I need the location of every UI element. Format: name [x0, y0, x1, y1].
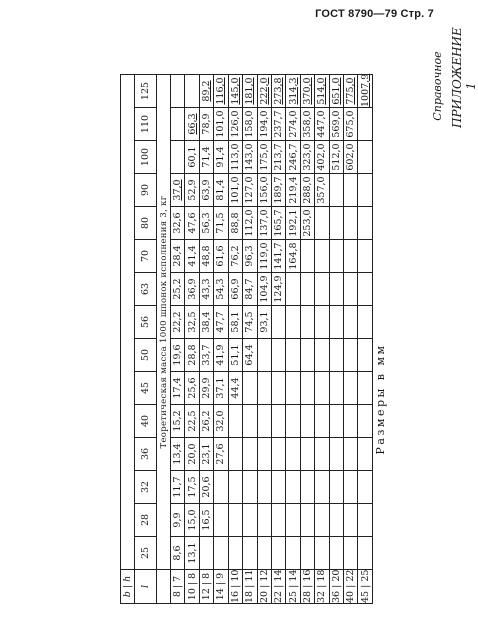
mass-value: 192,1 — [286, 207, 300, 240]
mass-value: 71,4 — [199, 141, 213, 174]
mass-value: 52,9 — [185, 174, 199, 207]
b-value: 10 — [186, 588, 198, 601]
mass-value — [315, 537, 329, 570]
mass-value: 145,0 — [228, 75, 242, 108]
mass-value: 63,9 — [199, 174, 213, 207]
mass-value: 237,7 — [271, 108, 285, 141]
h-value: 18 — [316, 569, 328, 582]
appendix-title: ПРИЛОЖЕНИЕ 1 — [450, 27, 478, 128]
l-value: 110 — [135, 108, 157, 141]
l-value: 125 — [135, 75, 157, 108]
mass-value — [300, 471, 314, 504]
mass-value — [243, 504, 257, 537]
mass-value: 20,0 — [185, 438, 199, 471]
mass-value: 512,0 — [329, 141, 343, 174]
mass-value: 447,0 — [315, 108, 329, 141]
l-value: 40 — [135, 405, 157, 438]
mass-value: 25,2 — [171, 273, 185, 306]
mass-value: 93,1 — [257, 306, 271, 339]
mass-value — [315, 438, 329, 471]
mass-value — [228, 504, 242, 537]
mass-value: 143,0 — [243, 141, 257, 174]
mass-value: 246,7 — [286, 141, 300, 174]
mass-value: 113,0 — [228, 141, 242, 174]
h-value: 8 — [186, 572, 198, 579]
b-h-header — [315, 570, 329, 604]
separator: | — [229, 581, 241, 591]
h-value: 9 — [215, 572, 227, 579]
mass-value — [344, 537, 358, 570]
mass-value — [300, 405, 314, 438]
mass-value: 38,4 — [199, 306, 213, 339]
mass-value: 112,0 — [243, 207, 257, 240]
mass-value — [329, 240, 343, 273]
mass-value: 101,0 — [228, 174, 242, 207]
mass-value — [329, 174, 343, 207]
mass-value — [315, 207, 329, 240]
mass-value: 32,6 — [171, 207, 185, 240]
l-value: 36 — [135, 438, 157, 471]
h-value: 10 — [229, 569, 241, 582]
mass-value — [171, 108, 185, 141]
mass-value: 323,0 — [300, 141, 314, 174]
mass-value: 15,0 — [185, 504, 199, 537]
separator: | — [316, 581, 328, 591]
b-h-header — [300, 570, 314, 604]
mass-value: 22,2 — [171, 306, 185, 339]
mass-value: 23,1 — [199, 438, 213, 471]
mass-value — [243, 372, 257, 405]
mass-value — [257, 471, 271, 504]
mass-note: Теоретическая масса 1000 шпонок исполнения 3, кг — [157, 75, 171, 570]
mass-value: 20,6 — [199, 471, 213, 504]
separator: | — [302, 581, 313, 591]
mass-value — [358, 339, 373, 372]
mass-value — [329, 273, 343, 306]
mass-value: 19,6 — [171, 339, 185, 372]
mass-value — [185, 75, 199, 108]
h-value: 7 — [172, 575, 184, 582]
mass-value — [344, 438, 358, 471]
mass-value: 104,9 — [257, 273, 271, 306]
mass-value — [358, 471, 373, 504]
mass-value: 43,3 — [199, 273, 213, 306]
mass-value — [243, 405, 257, 438]
mass-value: 101,0 — [214, 108, 228, 141]
appendix-subtitle: Справочное — [431, 51, 444, 121]
mass-value — [257, 372, 271, 405]
header-spacer — [121, 75, 135, 570]
mass-value: 9,9 — [171, 504, 185, 537]
note-spacer — [157, 570, 171, 604]
mass-value — [243, 537, 257, 570]
b-h-header — [358, 570, 373, 604]
mass-value: 25,6 — [185, 372, 199, 405]
h-value: 12 — [258, 569, 270, 582]
mass-value — [344, 339, 358, 372]
mass-value: 37,1 — [214, 372, 228, 405]
mass-value — [315, 504, 329, 537]
mass-value: 15,2 — [171, 405, 185, 438]
mass-value: 27,6 — [214, 438, 228, 471]
mass-value — [358, 240, 373, 273]
mass-value — [358, 405, 373, 438]
mass-value — [271, 405, 285, 438]
h-value: 25 — [359, 569, 371, 582]
mass-value: 28,8 — [185, 339, 199, 372]
mass-value: 66,9 — [228, 273, 242, 306]
l-value: 28 — [135, 504, 157, 537]
b-value: 36 — [330, 590, 342, 603]
mass-value — [286, 471, 300, 504]
mass-value: 37,0 — [171, 174, 185, 207]
mass-value — [228, 405, 242, 438]
l-value: 32 — [135, 471, 157, 504]
separator: | — [287, 581, 299, 591]
b-value: 22 — [273, 590, 285, 603]
mass-value: 17,4 — [171, 372, 185, 405]
separator: | — [244, 581, 256, 591]
mass-value — [300, 273, 314, 306]
b-h-header — [257, 570, 271, 604]
b-value: 45 — [359, 590, 371, 603]
mass-value: 274,0 — [286, 108, 300, 141]
mass-value: 124,9 — [271, 273, 285, 306]
mass-value — [358, 108, 373, 141]
mass-value — [358, 306, 373, 339]
mass-value — [358, 207, 373, 240]
mass-value: 181,0 — [243, 75, 257, 108]
mass-value — [271, 504, 285, 537]
mass-value: 78,9 — [199, 108, 213, 141]
mass-value: 156,0 — [257, 174, 271, 207]
mass-value: 11,7 — [171, 471, 185, 504]
mass-value: 61,6 — [214, 240, 228, 273]
mass-value: 569,0 — [329, 108, 343, 141]
mass-value: 370,0 — [300, 75, 314, 108]
mass-value — [300, 306, 314, 339]
l-value: 63 — [135, 273, 157, 306]
mass-value — [257, 537, 271, 570]
mass-value: 71,5 — [214, 207, 228, 240]
mass-value: 775,0 — [344, 75, 358, 108]
separator: | — [273, 581, 285, 591]
h-value: 11 — [244, 569, 256, 582]
mass-value — [286, 273, 300, 306]
mass-value: 29,9 — [199, 372, 213, 405]
rotated-page-content — [120, 27, 478, 604]
separator: | — [258, 581, 270, 591]
b-value: 16 — [229, 590, 241, 603]
mass-value — [358, 372, 373, 405]
mass-value — [243, 438, 257, 471]
mass-value: 165,7 — [271, 207, 285, 240]
l-value: 80 — [135, 207, 157, 240]
mass-value — [329, 405, 343, 438]
mass-value: 402,0 — [315, 141, 329, 174]
mass-value: 314,3 — [286, 75, 300, 108]
mass-value: 88,8 — [228, 207, 242, 240]
mass-value — [315, 339, 329, 372]
mass-value: 8,6 — [171, 537, 185, 570]
b-h-header — [214, 570, 228, 604]
mass-value: 219,4 — [286, 174, 300, 207]
b-h-header — [199, 570, 213, 604]
b-value: 32 — [316, 590, 328, 603]
separator: | — [186, 578, 198, 589]
mass-value: 119,0 — [257, 240, 271, 273]
mass-value — [214, 471, 228, 504]
mass-value — [329, 504, 343, 537]
mass-value: 1007,9 — [359, 73, 371, 107]
mass-value — [329, 339, 343, 372]
b-h-header — [271, 570, 285, 604]
mass-value: 253,0 — [300, 207, 314, 240]
b-value: 12 — [201, 588, 213, 601]
mass-value: 13,4 — [171, 438, 185, 471]
h-label: h — [122, 575, 133, 582]
mass-value: 358,0 — [300, 108, 314, 141]
b-h-axis-label — [121, 570, 135, 604]
mass-value — [329, 471, 343, 504]
b-h-header — [228, 570, 242, 604]
dimensions-label: Размеры в мм — [374, 343, 387, 455]
mass-value: 96,3 — [243, 240, 257, 273]
mass-value: 41,9 — [214, 339, 228, 372]
mass-value — [315, 306, 329, 339]
l-value: 100 — [135, 141, 157, 174]
mass-value — [257, 405, 271, 438]
mass-value: 47,6 — [185, 207, 199, 240]
mass-value — [300, 240, 314, 273]
mass-value: 48,8 — [199, 240, 213, 273]
b-h-header — [171, 570, 185, 604]
h-value: 16 — [302, 569, 313, 582]
key-mass-table — [120, 74, 373, 604]
mass-value: 76,2 — [228, 240, 242, 273]
mass-value — [271, 471, 285, 504]
mass-value: 141,7 — [271, 240, 285, 273]
mass-value — [344, 471, 358, 504]
mass-value — [344, 207, 358, 240]
mass-value — [344, 504, 358, 537]
mass-value: 17,5 — [185, 471, 199, 504]
mass-value — [243, 471, 257, 504]
b-h-header — [329, 570, 343, 604]
mass-value — [315, 240, 329, 273]
mass-value — [271, 306, 285, 339]
h-value: 8 — [201, 572, 213, 579]
mass-value — [271, 339, 285, 372]
mass-value — [286, 537, 300, 570]
mass-value — [300, 537, 314, 570]
mass-value: 127,0 — [243, 174, 257, 207]
b-h-header — [286, 570, 300, 604]
mass-value: 213,7 — [271, 141, 285, 174]
page-header: ГОСТ 8790—79 Стр. 7 — [315, 8, 434, 20]
mass-value: 137,0 — [257, 207, 271, 240]
mass-value — [171, 75, 185, 108]
mass-value — [300, 339, 314, 372]
mass-value — [329, 438, 343, 471]
mass-value: 194,0 — [257, 108, 271, 141]
b-h-header — [243, 570, 257, 604]
mass-value: 13,1 — [185, 537, 199, 570]
mass-value: 602,0 — [344, 141, 358, 174]
mass-value: 89,2 — [199, 75, 213, 108]
b-value: 20 — [258, 590, 270, 603]
mass-value: 675,0 — [344, 108, 358, 141]
mass-value: 26,2 — [199, 405, 213, 438]
mass-value — [344, 240, 358, 273]
h-value: 20 — [330, 569, 342, 582]
mass-value — [286, 306, 300, 339]
b-h-header — [185, 570, 199, 604]
mass-value — [329, 537, 343, 570]
mass-value: 22,5 — [185, 405, 199, 438]
mass-value: 58,1 — [228, 306, 242, 339]
separator: | — [330, 581, 342, 591]
mass-value — [271, 438, 285, 471]
mass-value: 32,0 — [214, 405, 228, 438]
mass-value: 33,7 — [199, 339, 213, 372]
mass-value: 56,3 — [199, 207, 213, 240]
mass-value — [286, 405, 300, 438]
mass-value: 66,3 — [185, 108, 199, 141]
mass-value — [300, 438, 314, 471]
mass-value — [329, 207, 343, 240]
mass-value: 64,4 — [243, 339, 257, 372]
mass-value: 164,8 — [286, 240, 300, 273]
mass-value — [257, 504, 271, 537]
l-value: 56 — [135, 306, 157, 339]
mass-value: 189,7 — [271, 174, 285, 207]
mass-value — [329, 306, 343, 339]
mass-value — [358, 174, 373, 207]
separator: | — [201, 578, 213, 589]
l-header: l — [135, 570, 157, 604]
mass-value — [315, 273, 329, 306]
mass-value: 44,4 — [228, 372, 242, 405]
mass-value: 273,8 — [271, 75, 285, 108]
b-value: 18 — [244, 590, 256, 603]
mass-value: 32,5 — [185, 306, 199, 339]
l-value: 90 — [135, 174, 157, 207]
mass-value: 357,0 — [315, 174, 329, 207]
l-value: 70 — [135, 240, 157, 273]
separator: | — [345, 581, 357, 591]
mass-value: 158,0 — [243, 108, 257, 141]
b-value: 14 — [215, 588, 227, 601]
mass-value — [300, 504, 314, 537]
h-value: 22 — [345, 569, 357, 582]
mass-value — [329, 372, 343, 405]
mass-value — [315, 471, 329, 504]
mass-value: 81,4 — [214, 174, 228, 207]
mass-value — [286, 372, 300, 405]
b-value: 28 — [302, 590, 313, 603]
mass-value — [257, 339, 271, 372]
mass-value: 51,1 — [228, 339, 242, 372]
mass-value — [358, 141, 373, 174]
b-value: 25 — [287, 590, 299, 603]
mass-value — [199, 537, 213, 570]
mass-value — [228, 471, 242, 504]
mass-value: 91,4 — [214, 141, 228, 174]
mass-value: 126,0 — [228, 108, 242, 141]
mass-value: 651,0 — [329, 75, 343, 108]
mass-value: 28,4 — [171, 240, 185, 273]
mass-value: 60,1 — [185, 141, 199, 174]
mass-value — [315, 372, 329, 405]
mass-value — [214, 504, 228, 537]
mass-value: 54,3 — [214, 273, 228, 306]
mass-value: 74,5 — [243, 306, 257, 339]
mass-value — [286, 339, 300, 372]
separator: | — [215, 578, 227, 589]
mass-value: 222,0 — [257, 75, 271, 108]
mass-value — [358, 438, 373, 471]
mass-value — [228, 438, 242, 471]
b-label: b — [122, 591, 133, 598]
mass-value — [171, 141, 185, 174]
separator: | — [359, 581, 371, 591]
mass-value: 514,0 — [315, 75, 329, 108]
mass-value — [344, 405, 358, 438]
mass-value: 47,7 — [214, 306, 228, 339]
mass-value — [286, 438, 300, 471]
mass-value: 116,0 — [214, 75, 228, 108]
b-h-header — [344, 570, 358, 604]
mass-value — [271, 372, 285, 405]
mass-value: 288,0 — [300, 174, 314, 207]
mass-value: 175,0 — [257, 141, 271, 174]
separator: | — [122, 581, 133, 592]
l-value: 25 — [135, 537, 157, 570]
mass-value — [344, 273, 358, 306]
h-value: 14 — [287, 569, 299, 582]
b-value: 40 — [345, 590, 357, 603]
mass-value — [358, 537, 373, 570]
mass-value — [358, 273, 373, 306]
separator: | — [172, 581, 184, 592]
h-value: 14 — [273, 569, 285, 582]
b-value: 8 — [172, 591, 184, 598]
mass-value — [344, 372, 358, 405]
mass-value: 41,4 — [185, 240, 199, 273]
mass-value — [315, 405, 329, 438]
l-value: 45 — [135, 372, 157, 405]
mass-value — [271, 537, 285, 570]
mass-value — [214, 537, 228, 570]
mass-value — [358, 504, 373, 537]
mass-value: 16,5 — [199, 504, 213, 537]
mass-value — [286, 504, 300, 537]
mass-value: 36,9 — [185, 273, 199, 306]
mass-value — [228, 537, 242, 570]
mass-value: 84,7 — [243, 273, 257, 306]
l-value: 50 — [135, 339, 157, 372]
mass-value — [344, 174, 358, 207]
mass-value — [257, 438, 271, 471]
mass-value — [344, 306, 358, 339]
mass-value — [300, 372, 314, 405]
